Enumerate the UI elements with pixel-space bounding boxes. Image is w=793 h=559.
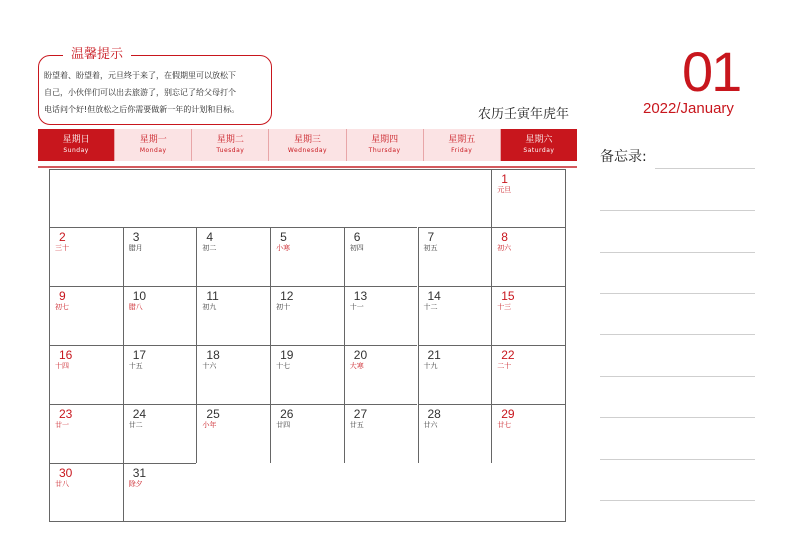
weekday-friday [424, 129, 501, 161]
grid-right-border [565, 169, 566, 521]
lunar-date: 廿二 [128, 421, 143, 429]
day-number: 15 [501, 289, 515, 303]
lunar-date: 十一 [349, 303, 364, 311]
day-number: 31 [132, 466, 147, 480]
lunar-date: 十三 [497, 303, 512, 311]
lunar-date: 十七 [276, 362, 291, 370]
day-number: 6 [353, 230, 361, 244]
day-cell[interactable] [123, 463, 197, 521]
weekday-thursday [347, 129, 424, 161]
year-month: 2022/January [643, 100, 734, 117]
lunar-date: 大寒 [349, 362, 364, 370]
day-cell[interactable] [196, 227, 270, 286]
lunar-date: 小年 [202, 421, 217, 429]
tip-text [44, 67, 268, 118]
day-cell[interactable] [344, 404, 418, 463]
day-number: 18 [206, 348, 220, 362]
lunar-date: 三十 [55, 244, 69, 252]
day-number: 14 [427, 289, 441, 303]
weekday-en: Friday [451, 147, 473, 154]
month-number: 01 [682, 40, 741, 103]
day-cell[interactable] [491, 227, 565, 286]
lunar-date: 廿八 [55, 480, 69, 488]
day-number: 28 [427, 407, 441, 421]
day-cell[interactable] [418, 286, 492, 345]
lunar-date: 廿五 [349, 421, 364, 429]
day-number: 13 [353, 289, 368, 303]
day-cell[interactable] [270, 227, 344, 286]
day-cell[interactable] [270, 404, 344, 463]
lunar-date: 初四 [349, 244, 364, 252]
lunar-date: 廿六 [423, 421, 438, 429]
day-number: 25 [206, 407, 220, 421]
day-cell[interactable] [123, 286, 197, 345]
weekday-cn: 星期四 [371, 135, 399, 145]
day-cell[interactable] [418, 404, 492, 463]
day-number: 16 [59, 348, 73, 362]
day-number: 3 [132, 230, 140, 244]
day-number: 30 [59, 466, 73, 480]
day-number: 29 [501, 407, 515, 421]
weekday-en: Saturday [523, 147, 555, 154]
weekday-wednesday [269, 129, 346, 161]
day-cell[interactable] [491, 345, 565, 404]
memo-line [600, 417, 755, 418]
day-number: 11 [206, 289, 219, 303]
day-cell[interactable] [49, 345, 123, 404]
day-number: 19 [280, 348, 294, 362]
lunar-date: 廿七 [497, 421, 512, 429]
lunar-date: 初十 [276, 303, 291, 311]
day-number: 24 [132, 407, 147, 421]
day-cell[interactable] [270, 345, 344, 404]
day-cell[interactable] [123, 227, 197, 286]
lunar-date: 初二 [202, 244, 217, 252]
day-cell[interactable] [491, 169, 565, 227]
day-cell[interactable] [123, 404, 197, 463]
tip-title: 温馨提示 [63, 47, 131, 63]
day-cell[interactable] [491, 286, 565, 345]
tip-line: 电话问个好!但放松之后你需要做新一年的计划和目标。 [44, 105, 240, 114]
blank-cell [49, 169, 491, 227]
day-number: 20 [353, 348, 368, 362]
lunar-date: 除夕 [128, 480, 143, 488]
day-cell[interactable] [196, 404, 270, 463]
day-number: 7 [427, 230, 435, 244]
memo-line [600, 500, 755, 501]
tip-line: 盼望着、盼望着，元旦终于来了，在假期里可以放松下 [44, 71, 236, 80]
day-number: 26 [280, 407, 294, 421]
lunar-date: 十九 [423, 362, 438, 370]
weekday-tuesday [192, 129, 269, 161]
lunar-date: 元旦 [497, 186, 512, 194]
memo-line [600, 210, 755, 211]
weekday-en: Monday [139, 147, 167, 154]
day-cell[interactable] [344, 345, 418, 404]
day-cell[interactable] [418, 227, 492, 286]
day-cell[interactable] [344, 286, 418, 345]
day-number: 23 [59, 407, 73, 421]
day-number: 5 [280, 230, 287, 244]
lunar-date: 初九 [202, 303, 217, 311]
memo-line [600, 459, 755, 460]
calendar-grid [49, 169, 565, 521]
lunar-date: 腊月 [128, 244, 143, 252]
day-number: 27 [353, 407, 368, 421]
day-cell[interactable] [196, 345, 270, 404]
weekday-en: Sunday [63, 147, 89, 154]
lunar-date: 十五 [128, 362, 143, 370]
weekday-cn: 星期一 [139, 135, 167, 145]
lunar-date: 初七 [55, 303, 69, 311]
weekday-cn: 星期五 [448, 135, 476, 145]
lunar-date: 十二 [423, 303, 438, 311]
lunar-date: 廿一 [55, 421, 69, 429]
lunar-year: 农历壬寅年虎年 [478, 107, 570, 122]
day-number: 1 [501, 172, 508, 186]
weekday-monday [115, 129, 192, 161]
lunar-date: 二十 [497, 362, 512, 370]
weekday-en: Tuesday [216, 147, 245, 154]
weekday-header [38, 129, 577, 161]
weekday-cn: 星期三 [293, 135, 321, 145]
day-cell[interactable] [49, 286, 123, 345]
weekday-en: Thursday [368, 147, 401, 154]
day-cell[interactable] [418, 345, 492, 404]
weekday-cn: 星期二 [216, 135, 244, 145]
day-cell[interactable] [123, 345, 197, 404]
day-cell[interactable] [196, 286, 270, 345]
lunar-date: 初五 [423, 244, 438, 252]
lunar-date: 廿四 [276, 421, 291, 429]
memo-label: 备忘录: [600, 149, 647, 165]
lunar-date: 小寒 [276, 244, 291, 252]
memo-line [655, 168, 755, 169]
grid-bottom-border [49, 521, 566, 522]
day-number: 12 [280, 289, 294, 303]
day-number: 9 [59, 289, 66, 303]
weekday-saturday [501, 129, 577, 161]
day-cell[interactable] [270, 286, 344, 345]
day-number: 10 [132, 289, 147, 303]
day-cell[interactable] [49, 227, 123, 286]
memo-line [600, 293, 755, 294]
day-cell[interactable] [49, 404, 123, 463]
day-number: 17 [132, 348, 147, 362]
day-cell[interactable] [49, 463, 123, 521]
day-cell[interactable] [344, 227, 418, 286]
day-number: 4 [206, 230, 214, 244]
memo-line [600, 376, 755, 377]
day-number: 2 [59, 230, 66, 244]
day-number: 21 [427, 348, 441, 362]
tip-line: 自己，小伙伴们可以出去旅游了，别忘记了给父母打个 [44, 88, 236, 97]
day-number: 8 [501, 230, 508, 244]
header-underline [38, 166, 577, 168]
weekday-en: Wednesday [287, 147, 328, 154]
memo-line [600, 334, 755, 335]
weekday-sunday [38, 129, 115, 161]
lunar-date: 十六 [202, 362, 217, 370]
day-number: 22 [501, 348, 515, 362]
lunar-date: 初六 [497, 244, 512, 252]
lunar-date: 腊八 [128, 303, 143, 311]
weekday-cn: 星期日 [62, 135, 90, 145]
memo-line [600, 252, 755, 253]
lunar-date: 十四 [55, 362, 69, 370]
weekday-cn: 星期六 [525, 135, 553, 145]
day-cell[interactable] [491, 404, 565, 463]
